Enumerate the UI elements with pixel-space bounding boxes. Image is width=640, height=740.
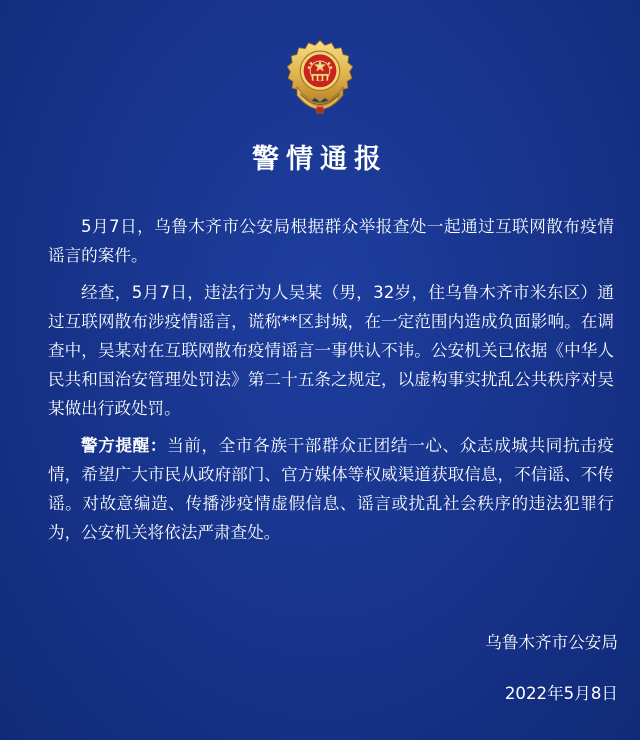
signature-block	[485, 628, 618, 708]
issue-date: 2022年5月8日	[504, 684, 618, 703]
page-title: 警情通报	[252, 144, 388, 175]
issuing-organization: 乌鲁木齐市公安局	[485, 633, 618, 652]
paragraph-text: 5月7日，乌鲁木齐市公安局根据群众举报查处一起通过互联网散布疫情谣言的案件。	[48, 217, 614, 265]
police-reminder-label: 警方提醒：	[81, 436, 168, 455]
paragraph-text: 经查，5月7日，违法行为人吴某（男，32岁，住乌鲁木齐市米东区）通过互联网散布涉疫情谣言，谎称**区封城，在一定范围内造成负面影响。在调查中，吴某对在互联网散布疫情谣言一事供认不讳。公安机关已依据《中华人民共和国治安管理处罚法》第二十五条之规定，以虚构事实扰乱公共秩序对吴某做出行政处罚。	[48, 283, 614, 418]
paragraph-text: 当前，全市各族干部群众正团结一心、众志成城共同抗击疫情，希望广大市民从政府部门、官方媒体等权威渠道获取信息，不信谣、不传谣。对故意编造、传播涉疫情虚假信息、谣言或扰乱社会秩序的违法犯罪行为，公安机关将依法严肃查处。	[48, 436, 615, 542]
police-emblem-icon	[279, 38, 361, 120]
paragraph	[48, 212, 614, 270]
paragraph	[48, 278, 614, 423]
notice-body	[48, 212, 614, 555]
paragraph	[48, 431, 614, 547]
